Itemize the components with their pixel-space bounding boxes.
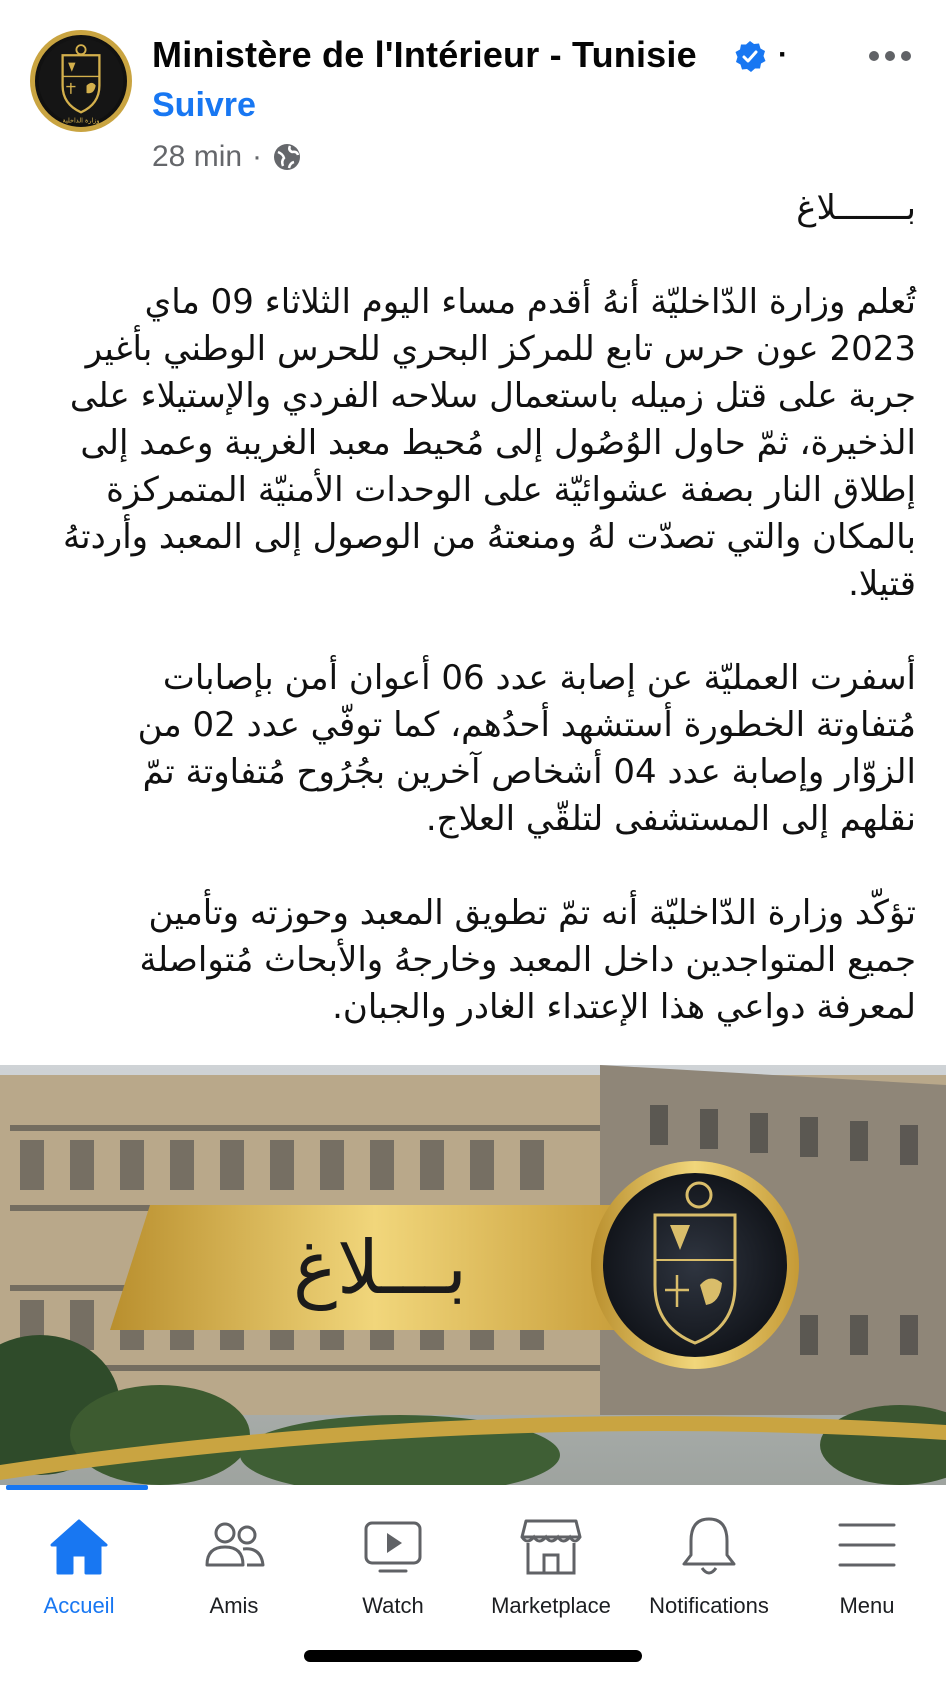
marketplace-icon (516, 1513, 586, 1579)
tab-notifications[interactable] (630, 1513, 788, 1633)
image-banner-text: بـــلاغ (293, 1225, 467, 1311)
tab-accueil[interactable] (0, 1513, 158, 1633)
header-dot: · (778, 38, 788, 71)
home-indicator[interactable] (304, 1650, 642, 1662)
svg-text:وزارة الداخلية: وزارة الداخلية (62, 116, 100, 125)
page-name[interactable]: Ministère de l'Intérieur - Tunisie (152, 34, 697, 75)
bell-icon (674, 1513, 744, 1579)
more-options-icon[interactable] (866, 38, 914, 74)
post-paragraph-3: تؤكّد وزارة الدّاخليّة أنه تمّ تطويق المعبد وحوزته وتأمين جميع المتواجدين داخل المعبد وخارجهُ والأبحاث مُتواصلة لمعرفة دواعي هذا الإعتداء الغادر والجبان. (139, 893, 916, 1027)
tab-amis[interactable] (155, 1513, 313, 1633)
tab-label-marketplace: Marketplace (491, 1593, 611, 1618)
tab-watch[interactable] (314, 1513, 472, 1633)
post-title: بـــــــلاغ (796, 188, 916, 228)
active-tab-indicator (6, 1485, 148, 1490)
tab-label-menu: Menu (839, 1593, 895, 1618)
tab-label-amis: Amis (209, 1593, 259, 1618)
post-body (30, 185, 916, 1078)
post-paragraph-1: تُعلم وزارة الدّاخليّة أنهُ أقدم مساء اليوم الثلاثاء 09 ماي 2023 عون حرس تابع للمركز البحري للحرس الوطني بأغير جربة على قتل زميله باستعمال سلاحه الفردي والإستيلاء على الذخيرة، ثمّ حاول الوُصُول إلى مُحيط معبد الغريبة وعمد إلى إطلاق النار بصفة عشوائيّة على الوحدات الأمنيّة المتمركزة بالمكان والتي تصدّت لهُ ومنعتهُ من الوصول إلى المعبد وأردتهُ قتيلا. (62, 282, 916, 604)
tab-label-accueil: Accueil (43, 1593, 115, 1618)
post-header (0, 0, 946, 190)
post-paragraph-2: أسفرت العمليّة عن إصابة عدد 06 أعوان أمن بإصابات مُتفاوتة الخطورة أستشهد أحدُهم، كما توفّي عدد 02 من الزوّار وإصابة عدد 04 أشخاص آخرين بجُرُوح مُتفاوتة تمّ نقلهم إلى المستشفى لتلقّي العلاج. (137, 658, 916, 839)
meta-dot: · (252, 140, 263, 173)
globe-icon (272, 142, 302, 172)
post-time[interactable]: 28 min (152, 140, 243, 173)
menu-icon (832, 1513, 902, 1579)
watch-icon (358, 1513, 428, 1579)
follow-button[interactable]: Suivre (152, 86, 256, 124)
post-image[interactable] (0, 1065, 946, 1485)
page-avatar[interactable] (30, 30, 132, 132)
tab-label-watch: Watch (362, 1593, 424, 1618)
tab-label-notifications: Notifications (649, 1593, 769, 1618)
friends-icon (199, 1513, 269, 1579)
tab-menu[interactable] (788, 1513, 946, 1633)
tab-marketplace[interactable] (472, 1513, 630, 1633)
ministry-emblem-icon (35, 35, 127, 127)
verified-badge-icon (733, 40, 767, 74)
home-icon (44, 1513, 114, 1579)
post-meta (152, 140, 302, 174)
